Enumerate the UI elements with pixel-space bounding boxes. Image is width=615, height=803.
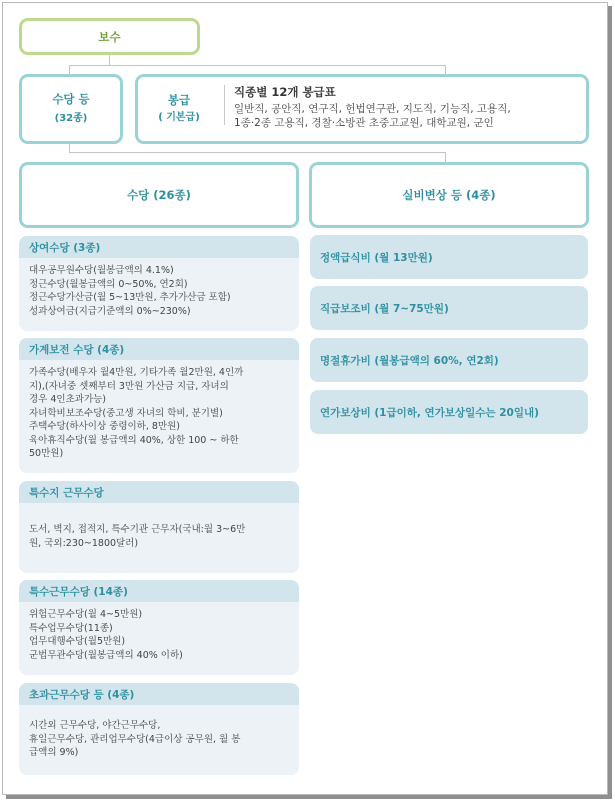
special-area-body [19,503,299,550]
list-item: 도서, 벽지, 접적지, 특수기관 근무자(국내:월 3~6만 [29,524,246,535]
meal-allowance-panel: 정액급식비 (월 13만원) [310,235,588,279]
special-duty-title: 특수근무수당 (14종) [19,580,299,602]
special-area-title: 특수지 근무수당 [19,481,299,503]
list-item: 원, 국외:230~1800달러) [29,537,139,549]
list-item: 지),(자녀중 셋째부터 3만원 가산금 지급, 자녀의 [29,380,229,392]
list-item: 정근수당(월봉급액의 0~50%, 연2회) [29,278,188,290]
bonus-allowance-body [19,258,299,318]
special-duty-panel [19,580,299,675]
bonus-allowance-panel [19,236,299,331]
connector-to-allowance-group [69,65,70,74]
overtime-panel [19,683,299,775]
connector-to-expense [445,152,446,162]
household-allowance-title: 가계보전 수당 (4종) [19,338,299,360]
list-item: 휴일근무수당, 관리업무수당(4급이상 공무원, 월 봉 [29,733,241,745]
household-allowance-panel [19,338,299,473]
list-item: 위험근무수당(월 4~5만원) [29,609,143,620]
overtime-title: 초과근무수당 등 (4종) [19,683,299,705]
list-item: 대우공무원수당(월봉급액의 4.1%) [29,265,174,276]
connector-to-salary-group [445,65,446,74]
list-item: 성과상여금(지급기준액의 0%~230%) [29,305,191,317]
allowance-label: 수당 (26종) [127,188,191,202]
list-item: 자녀학비보조수당(중고생 자녀의 학비, 분기별) [29,407,223,419]
list-item: 시간외 근무수당, 야간근무수당, [29,720,161,731]
list-item: 급액의 9%) [29,747,79,758]
overtime-body [19,705,299,760]
salary-label: 봉급 [167,93,191,107]
salary-line-2: 1종·2종 고용직, 경찰·소방관 초중고교원, 대학교원, 군인 [234,117,494,129]
list-item: 특수업무수당(11종) [29,622,113,634]
household-allowance-body [19,360,299,461]
list-item: 정근수당가산금(월 5~13만원, 추가가산금 포함) [29,292,231,303]
allowance-box [19,162,299,228]
bonus-allowance-title: 상여수당 (3종) [19,236,299,258]
salary-sub-label: ( 기본급) [158,112,200,123]
connector-mid-horizontal [69,152,445,153]
salary-label-block [138,77,220,141]
leave-compensation-panel: 연가보상비 (1급이하, 연가보상일수는 20일내) [310,390,588,434]
list-item: 50만원) [29,448,64,459]
root-box [19,18,200,55]
salary-description [234,84,580,130]
connector-top-horizontal [69,65,445,66]
special-duty-body [19,602,299,662]
salary-title: 직종별 12개 봉급표 [234,85,336,99]
allowance-group-label: 수당 등 [52,92,90,106]
allowance-group-count: (32종) [54,113,88,124]
list-item: 업무대행수당(월5만원) [29,636,126,647]
holiday-bonus-panel: 명절휴가비 (월봉급액의 60%, 연2회) [310,338,588,382]
position-allowance-panel: 직급보조비 (월 7~75만원) [310,286,588,330]
list-item: 경우 4인초과가능) [29,394,107,405]
list-item: 군법무관수당(월봉급액의 40% 이하) [29,649,183,661]
allowance-group-box [19,74,123,144]
special-area-panel [19,481,299,573]
list-item: 육아휴직수당(월 봉급액의 40%, 상한 100 ~ 하한 [29,434,239,446]
salary-divider [224,85,225,125]
list-item: 주택수당(하사이상 중령이하, 8만원) [29,421,180,432]
salary-line-1: 일반직, 공안직, 연구직, 헌법연구관, 지도직, 기능직, 고용직, [234,103,511,115]
expense-box [309,162,589,228]
salary-group-box [135,74,589,144]
list-item: 가족수당(배우자 월4만원, 기타가족 월2만원, 4인까 [29,367,244,378]
expense-label: 실비변상 등 (4종) [402,188,496,202]
root-label: 보수 [98,29,121,44]
